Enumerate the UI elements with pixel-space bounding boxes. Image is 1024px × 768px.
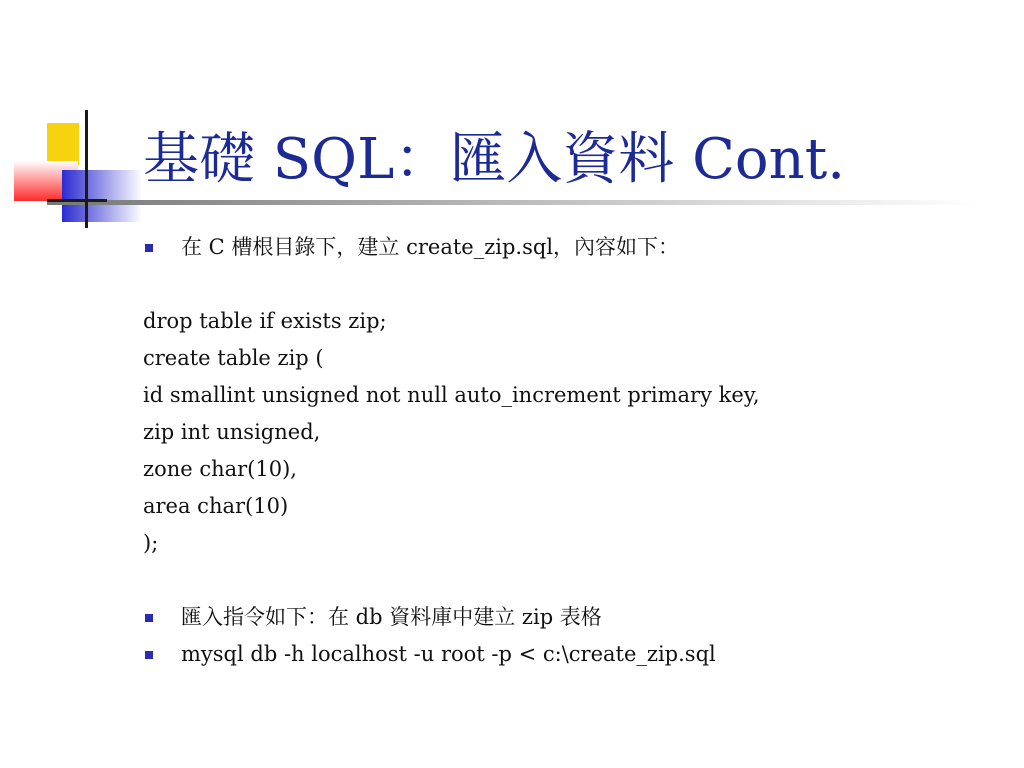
- blank-line: [143, 562, 1003, 599]
- bullet-square-icon: [145, 651, 153, 659]
- title-decoration: [0, 0, 1024, 240]
- bullet-square-icon: [145, 244, 153, 252]
- slide-body: [143, 229, 1003, 673]
- blank-line: [143, 266, 1003, 303]
- bullet-text: mysql db -h localhost -u root -p < c:\create_zip.sql: [181, 642, 716, 666]
- bullet-text: 匯入指令如下：在 db 資料庫中建立 zip 表格: [181, 605, 602, 629]
- code-line: id smallint unsigned not null auto_increment primary key,: [143, 383, 760, 407]
- bullet-text: 在 C 槽根目錄下，建立 create_zip.sql，內容如下：: [181, 235, 680, 259]
- blue-gradient-square: [62, 170, 142, 222]
- vertical-line: [85, 110, 88, 228]
- bullet-square-icon: [145, 614, 153, 622]
- code-line: create table zip (: [143, 346, 324, 370]
- bullet-item: [143, 229, 1003, 266]
- page-title: 基礎 SQL：匯入資料 Cont.: [143, 127, 845, 192]
- code-line: );: [143, 531, 159, 555]
- yellow-square: [47, 123, 79, 165]
- bullet-item: [143, 636, 1003, 673]
- code-line: zone char(10),: [143, 457, 297, 481]
- bullet-item: [143, 599, 1003, 636]
- code-line: area char(10): [143, 494, 289, 518]
- horizontal-line: [47, 199, 107, 202]
- code-line: drop table if exists zip;: [143, 309, 387, 333]
- title-underline-rule: [47, 200, 977, 205]
- code-line: zip int unsigned,: [143, 420, 321, 444]
